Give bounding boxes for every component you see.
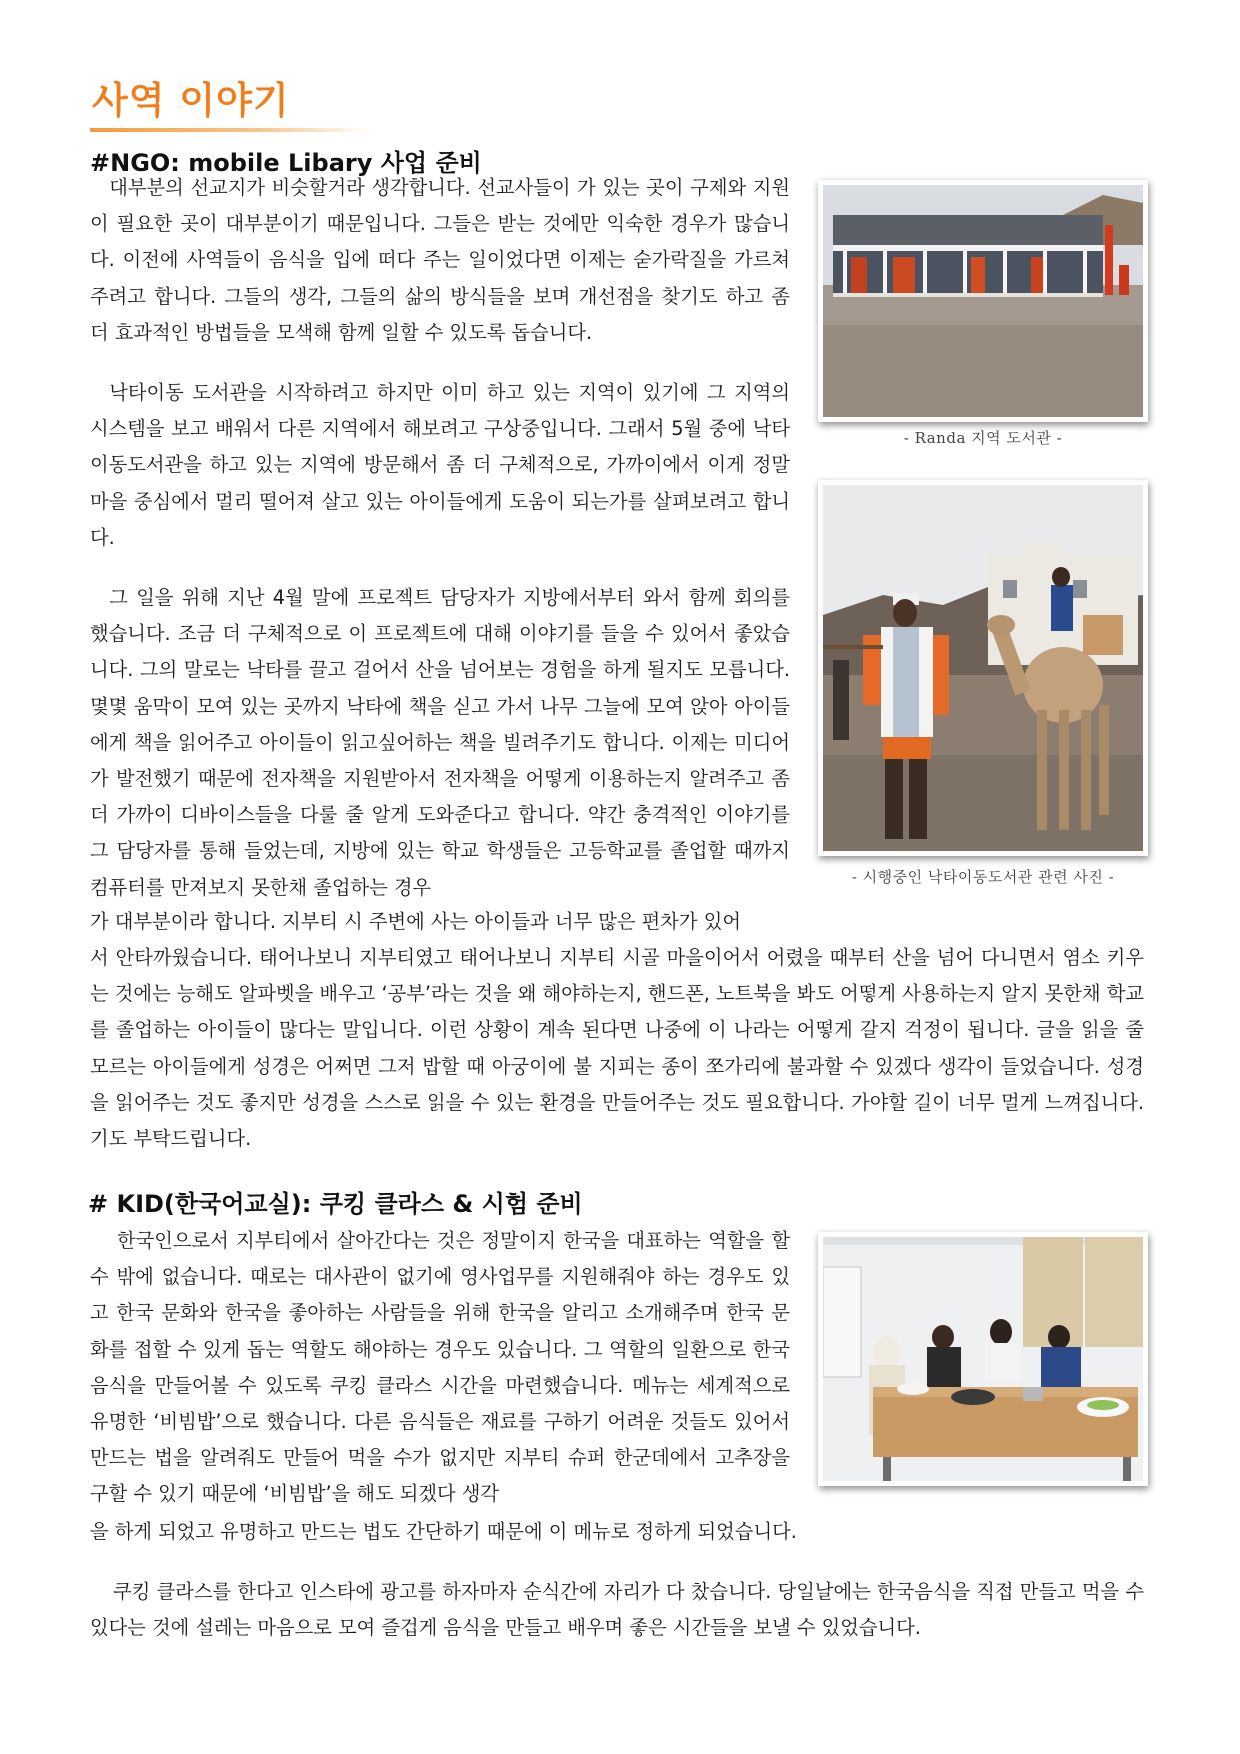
kid-paragraph-1-end-block	[90, 1514, 850, 1550]
cooking-class-photo	[818, 1232, 1148, 1486]
kid-paragraph-2: 쿠킹 클라스를 한다고 인스타에 광고를 하자마자 순식간에 자리가 다 찼습니다. 당일날에는 한국음식을 직접 만들고 먹을 수 있다는 것에 설레는 마음으로 모여 즐겁게 음식을 만들고 배우며 좋은 시간들을 보낼 수 있었습니다.	[90, 1580, 1144, 1640]
ngo-paragraph-3-cont-narrow: 가 대부분이라 합니다. 지부티 시 주변에 사는 아이들과 너무 많은 편차가 있어	[90, 910, 741, 933]
camel-library-photo	[818, 480, 1148, 856]
page-title: 사역 이야기	[92, 79, 290, 122]
randa-library-photo	[818, 180, 1148, 422]
ngo-continuation-wide	[90, 940, 1144, 1157]
kid-paragraph-1: 한국인으로서 지부티에서 살아간다는 것은 정말이지 한국을 대표하는 역할을 할 수 밖에 없습니다. 때로는 대사관이 없기에 영사업무를 지원해줘야 하는 경우도 있고 한국 문화와 한국을 좋아하는 사람들을 위해 한국을 알리고 소개해주며 한국 문화를 접할 수 있게 돕는 역할도 해야하는 경우도 있습니다. 그 역할의 일환으로 한국 음식을 만들어볼 수 있도록 쿠킹 클라스 시간을 마련했습니다. 메뉴는 세계적으로 유명한 ‘비빔밥’으로 했습니다. 다른 음식들은 재료를 구하기 어려운 것들도 있어서 만드는 법을 알려줘도 만들어 먹을 수가 없지만 지부티 슈퍼 한군데에서 고추장을 구할 수 있기 때문에 ‘비빔밥’을 해도 되겠다 생각	[90, 1229, 790, 1506]
ngo-paragraph-3: 그 일을 위해 지난 4월 말에 프로젝트 담당자가 지방에서부터 와서 함께 회의를 했습니다. 조금 더 구체적으로 이 프로젝트에 대해 이야기를 들을 수 있어서 좋았습니다. 그의 말로는 낙타를 끌고 걸어서 산을 넘어보는 경험을 하게 될지도 모릅니다. 몇몇 움막이 모여 있는 곳까지 낙타에 책을 싣고 가서 나무 그늘에 모여 앉아 아이들에게 책을 읽어주고 아이들이 읽고싶어하는 책을 빌려주기도 합니다. 이제는 미디어가 발전했기 때문에 전자책을 지원받아서 전자책을 어떻게 이용하는지 알려주고 좀 더 가까이 디바이스들을 다룰 줄 알게 도와준다고 합니다. 약간 충격적인 이야기를 그 담당자를 통해 들었는데, 지방에 있는 학교 학생들은 고등학교를 졸업할 때까지 컴퓨터를 만져보지 못한채 졸업하는 경우	[90, 586, 790, 899]
kid-section-heading: # KID(한국어교실): 쿠킹 클라스 & 시험 준비	[88, 1190, 583, 1218]
ngo-paragraph-1: 대부분의 선교지가 비슷할거라 생각합니다. 선교사들이 가 있는 곳이 구제와 지원이 필요한 곳이 대부분이기 때문입니다. 그들은 받는 것에만 익숙한 경우가 많습니다. 이전에 사역들이 음식을 입에 떠다 주는 일이었다면 이제는 숟가락질을 가르쳐 주려고 합니다. 그들의 생각, 그들의 삶의 방식들을 보며 개선점을 찾기도 하고 좀 더 효과적인 방법들을 모색해 함께 일할 수 있도록 돕습니다.	[90, 176, 790, 344]
kid-body-text	[90, 1223, 790, 1513]
kid-paragraph-1-end: 을 하게 되었고 유명하고 만드는 법도 간단하기 때문에 이 메뉴로 정하게 되었습니다.	[90, 1520, 797, 1543]
ngo-body-text	[90, 170, 790, 906]
ngo-paragraph-2: 낙타이동 도서관을 시작하려고 하지만 이미 하고 있는 지역이 있기에 그 지역의 시스템을 보고 배워서 다른 지역에서 해보려고 구상중입니다. 그래서 5월 중에 낙타이동도서관을 하고 있는 지역에 방문해서 좀 더 구체적으로, 가까이에서 이게 정말 마을 중심에서 멀리 떨어져 살고 있는 아이들에게 도움이 되는가를 살펴보려고 합니다.	[90, 381, 790, 549]
title-underline	[90, 128, 370, 132]
camel-library-image	[823, 485, 1143, 851]
library-building-image	[823, 185, 1143, 417]
ngo-paragraph-3-cont-wide: 서 안타까웠습니다. 태어나보니 지부티였고 태어나보니 지부티 시골 마을이어서 어렸을 때부터 산을 넘어 다니면서 염소 키우는 것에는 능해도 알파벳을 배우고 ‘공부’라는 것을 왜 해야하는지, 핸드폰, 노트북을 봐도 어떻게 사용하는지 알지 못한채 학교를 졸업하는 아이들이 많다는 말입니다. 이런 상황이 계속 된다면 나중에 이 나라는 어떻게 갈지 걱정이 됩니다. 글을 읽을 줄 모르는 아이들에게 성경은 어쩌면 그저 밥할 때 아궁이에 불 지피는 종이 쪼가리에 불과할 수 있겠다 생각이 들었습니다. 성경을 읽어주는 것도 좋지만 성경을 스스로 읽을 수 있는 환경을 만들어주는 것도 필요합니다. 가야할 길이 너무 멀게 느껴집니다. 기도 부탁드립니다.	[90, 946, 1144, 1151]
ngo-continuation-narrow	[90, 904, 790, 940]
ngo-section-heading: #NGO: mobile Libary 사업 준비	[90, 149, 482, 177]
kid-paragraph-2-block	[90, 1574, 1144, 1646]
cooking-class-image	[823, 1237, 1143, 1481]
camel-library-caption: - 시행중인 낙타이동도서관 관련 사진 -	[851, 868, 1115, 886]
randa-library-caption: - Randa 지역 도서관 -	[903, 429, 1063, 447]
